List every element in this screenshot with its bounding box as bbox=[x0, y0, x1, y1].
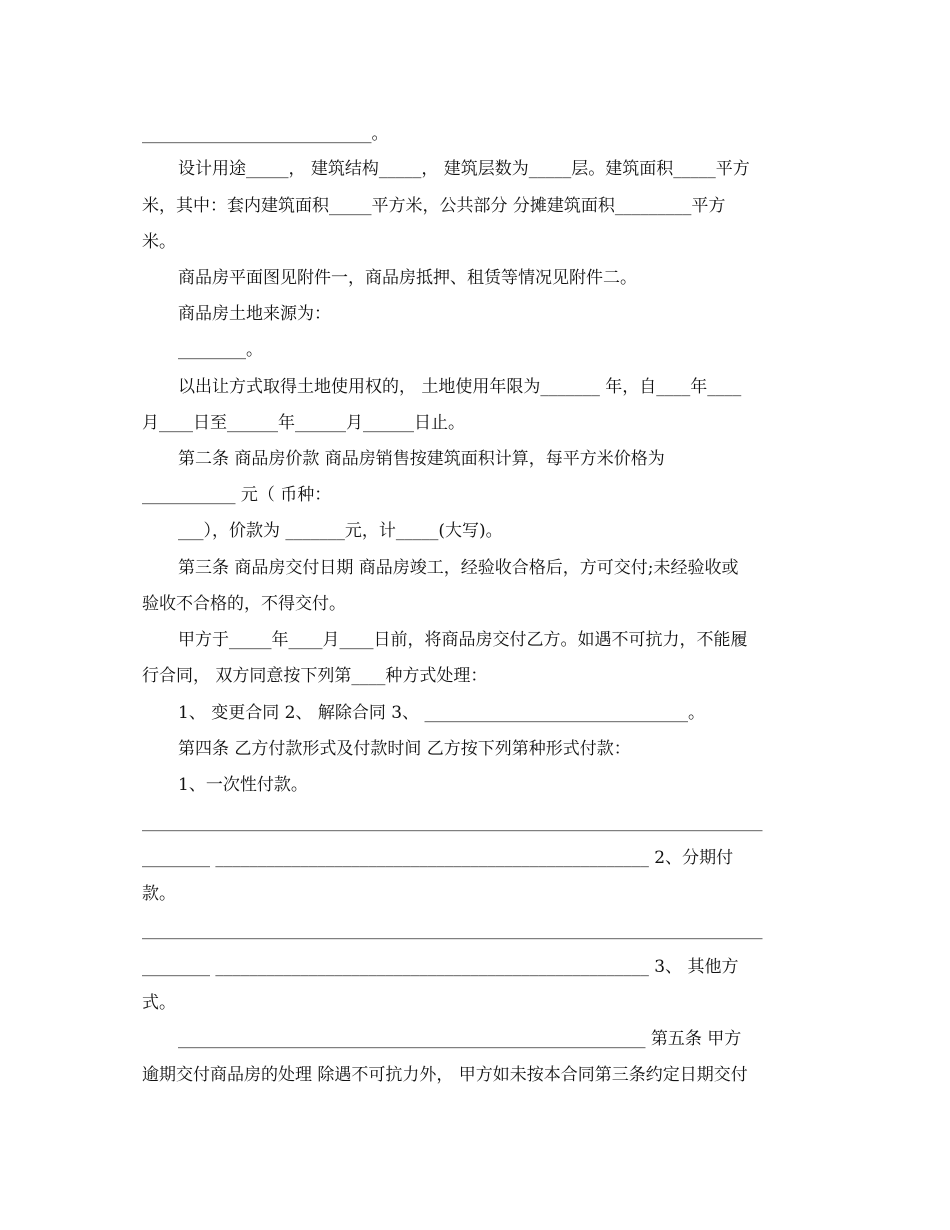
text-line: 第二条 商品房价款 商品房销售按建筑面积计算，每平方米价格为 bbox=[178, 449, 665, 469]
text-line: 月____日至______年______月______日止。 bbox=[142, 413, 465, 433]
text-line: 设计用途_____， 建筑结构_____， 建筑层数为_____层。建筑面积_____平方 bbox=[178, 159, 750, 179]
text-line: 米，其中：套内建筑面积_____平方米，公共部分 分摊建筑面积_________平方 bbox=[142, 196, 726, 216]
text-line: ___），价款为 _______元，计_____(大写)。 bbox=[178, 521, 503, 541]
text-line: 甲方于_____年____月____日前，将商品房交付乙方。如遇不可抗力，不能履 bbox=[178, 630, 748, 650]
text-line: ___________ 元（ 币种： bbox=[142, 485, 332, 505]
text-line: 款。 bbox=[142, 884, 176, 904]
text-line: 1、一次性付款。 bbox=[178, 775, 308, 795]
underline-rule: _________________________________________________________________________ bbox=[142, 920, 763, 940]
text-line: ___________________________。 bbox=[142, 124, 389, 144]
underline-rule: _________________________________________________________________________ bbox=[142, 812, 763, 832]
text-line: _______________________________________________________ 第五条 甲方 bbox=[178, 1029, 742, 1049]
text-line: 以出让方式取得土地使用权的， 土地使用年限为_______ 年，自____年____ bbox=[178, 377, 742, 397]
text-line: 验收不合格的，不得交付。 bbox=[142, 594, 346, 614]
text-line: 米。 bbox=[142, 232, 176, 252]
text-line: 行合同， 双方同意按下列第____种方式处理： bbox=[142, 666, 488, 686]
text-line: ________。 bbox=[178, 340, 263, 360]
text-line: ________ ___________________________________________________ 3、 其他方 bbox=[142, 957, 739, 977]
text-line: 1、 变更合同 2、 解除合同 3、 _______________________________。 bbox=[178, 703, 705, 723]
text-line: 商品房土地来源为： bbox=[178, 304, 331, 324]
text-line: 第三条 商品房交付日期 商品房竣工，经验收合格后，方可交付;未经验收或 bbox=[178, 558, 739, 578]
text-line: 逾期交付商品房的处理 除遇不可抗力外， 甲方如未按本合同第三条约定日期交付 bbox=[142, 1065, 748, 1085]
text-line: 第四条 乙方付款形式及付款时间 乙方按下列第种形式付款： bbox=[178, 739, 631, 759]
text-line: 商品房平面图见附件一，商品房抵押、租赁等情况见附件二。 bbox=[178, 268, 637, 288]
text-line: ________ ___________________________________________________ 2、分期付 bbox=[142, 848, 734, 868]
text-line: 式。 bbox=[142, 993, 176, 1013]
